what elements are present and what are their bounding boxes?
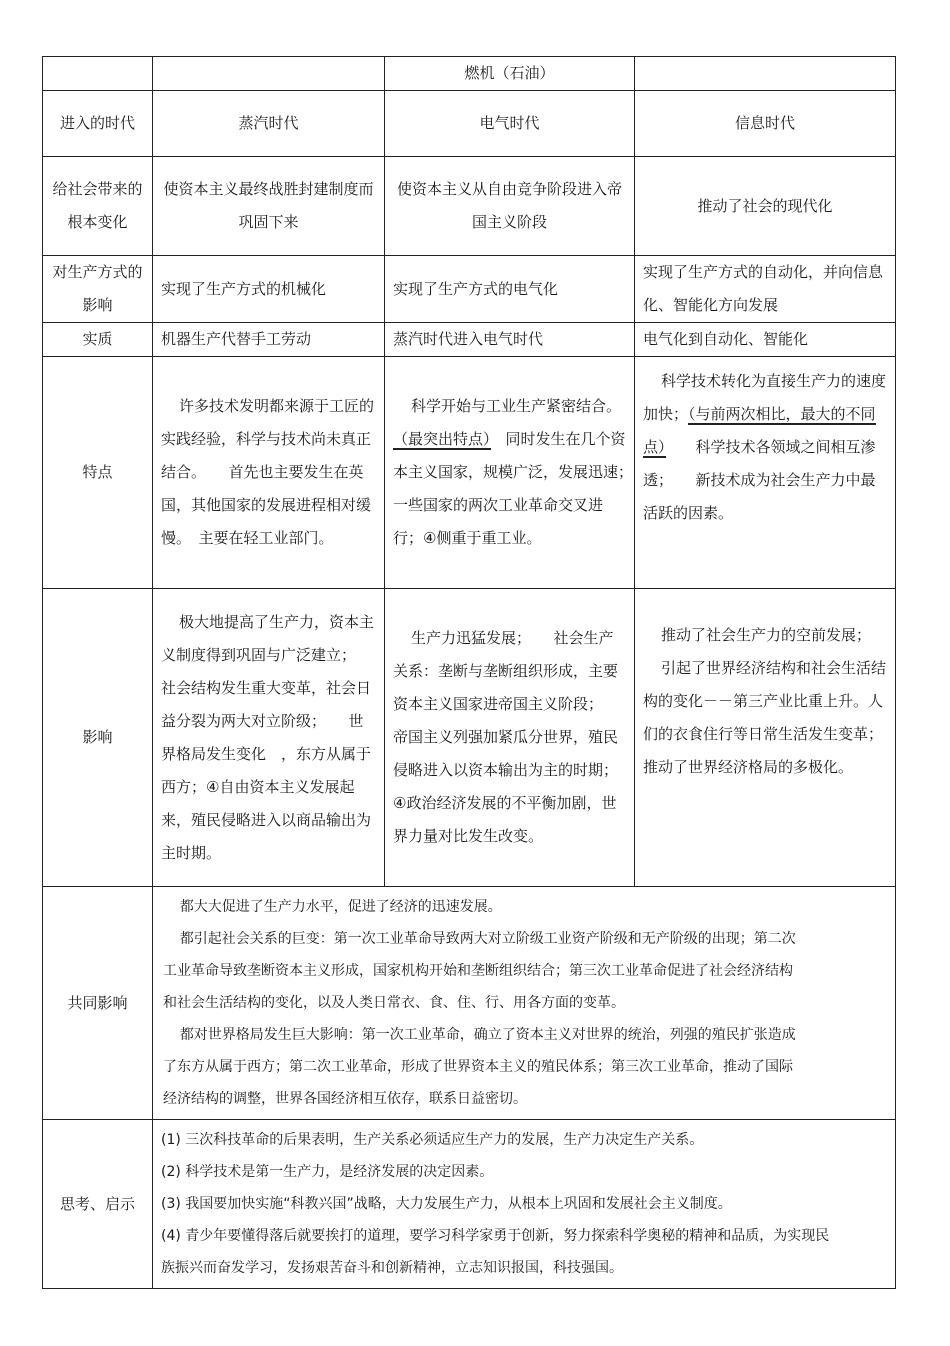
table-cell: 燃机（石油） [385,57,635,91]
table-row [43,57,896,91]
cell-paragraph: 都引起社会关系的巨变：第一次工业革命导致两大对立阶级工业资产阶级和无产阶级的出现；第二次工业革命导致垄断资本主义形成，国家机构开始和垄断组织结合；第三次工业革命促进了社会经济结构和社会生活结构的变化，以及人类日常衣、食、住、行、用各方面的变革。 [163,931,796,1011]
row-header-era: 进入的时代 [43,91,153,157]
table-cell [635,589,906,887]
row-header-common-impact: 共同影响 [43,887,153,1120]
cell-paragraph: 都大大促进了生产力水平，促进了经济的迅速发展。 [179,899,502,915]
table-cell: 蒸汽时代进入电气时代 [385,323,635,357]
row-header-essence: 实质 [43,323,153,357]
row-header-features: 特点 [43,357,153,589]
table-cell [153,1120,896,1289]
comparison-table [42,56,906,1289]
table-row [43,323,896,357]
table-cell: 电气化到自动化、智能化 [635,323,896,357]
row-header-production-mode: 对生产方式的影响 [43,256,153,323]
era-information: 信息时代 [635,91,896,157]
list-item: (2) 科学技术是第一生产力，是经济发展的决定因素。 [161,1164,494,1180]
table-cell: 实现了生产方式的自动化，并向信息化、智能化方向发展 [635,256,896,323]
table-cell: 实现了生产方式的电气化 [385,256,635,323]
table-row [43,887,896,1120]
table-cell [635,57,896,91]
cell-paragraph: 都对世界格局发生巨大影响：第一次工业革命，确立了资本主义对世界的统治，列强的殖民扩张造成了东方从属于西方；第二次工业革命，形成了世界资本主义的殖民体系；第三次工业革命，推动了国际经济结构的调整，世界各国经济相互依存，联系日益密切。 [163,1027,796,1107]
cell-text: 科学技术转化为直接生产力的速度加快； [643,372,887,423]
table-cell [153,887,896,1120]
table-cell: 许多技术发明都来源于工匠的实践经验，科学与技术尚未真正结合。 首先也主要发生在英国，其他国家的发展进程相对缓慢。 主要在轻工业部门。 [153,357,385,589]
cell-text: 科学开始与工业生产紧密结合。 [411,397,622,415]
underlined-note: （与前两次相比，最大的不同点） [643,405,876,456]
table-cell: 使资本主义从自由竞争阶段进入帝国主义阶段 [385,157,635,256]
list-item: (1) 三次科技革命的后果表明，生产关系必须适应生产力的发展，生产力决定生产关系。 [161,1132,704,1148]
cell-text: 同时发生在几个资本主义国家，规模广泛，发展迅速； 一些国家的两次工业革命交叉进行；④侧重于重工业。 [393,430,656,547]
table-row [43,256,896,323]
era-steam: 蒸汽时代 [153,91,385,157]
table-cell: 推动了社会的现代化 [635,157,896,256]
cell-text: 科学技术各领域之间相互渗透； 新技术成为社会生产力中最活跃的因素。 [643,438,876,522]
row-header-impact: 影响 [43,589,153,887]
list-item: (3) 我国要加快实施“科教兴国”战略，大力发展生产力，从根本上巩固和发展社会主义制度。 [161,1196,732,1212]
table-cell: 使资本主义最终战胜封建制度而巩固下来 [153,157,385,256]
table-cell [43,57,153,91]
era-electric: 电气时代 [385,91,635,157]
row-header-reflection: 思考、启示 [43,1120,153,1289]
table-cell [153,57,385,91]
row-header-fundamental-change: 给社会带来的根本变化 [43,157,153,256]
table-cell [385,357,656,589]
table-row [43,157,896,256]
cell-paragraph: 引起了世界经济结构和社会生活结构的变化－－第三产业比重上升。人们的衣食住行等日常生活发生变革； 推动了世界经济格局的多极化。 [643,659,906,776]
table-cell: 实现了生产方式的机械化 [153,256,385,323]
table-row [43,357,896,589]
table-cell: 生产力迅猛发展； 社会生产关系：垄断与垄断组织形成，主要资本主义国家进帝国主义阶段； 帝国主义列强加紧瓜分世界，殖民侵略进入以资本输出为主的时期；④政治经济发展的不平衡加剧，世界力量对比发生改变。 [385,589,635,887]
cell-paragraph: 推动了社会生产力的空前发展； [661,626,872,644]
table-cell: 机器生产代替手工劳动 [153,323,385,357]
table-cell [635,357,896,589]
underlined-note: （最突出特点） [393,430,491,448]
table-cell: 极大地提高了生产力，资本主义制度得到巩固与广泛建立； 社会结构发生重大变革，社会日益分裂为两大对立阶级； 世界格局发生变化 ，东方从属于西方；④自由资本主义发展起来，殖民侵略进入以商品输出为主时期。 [153,589,385,887]
table-row [43,91,896,157]
table-row [43,589,896,887]
table-row [43,1120,896,1289]
list-item: (4) 青少年要懂得落后就要挨打的道理，要学习科学家勇于创新，努力探索科学奥秘的精神和品质，为实现民族振兴而奋发学习，发扬艰苦奋斗和创新精神，立志知识报国，科技强国。 [161,1228,830,1276]
